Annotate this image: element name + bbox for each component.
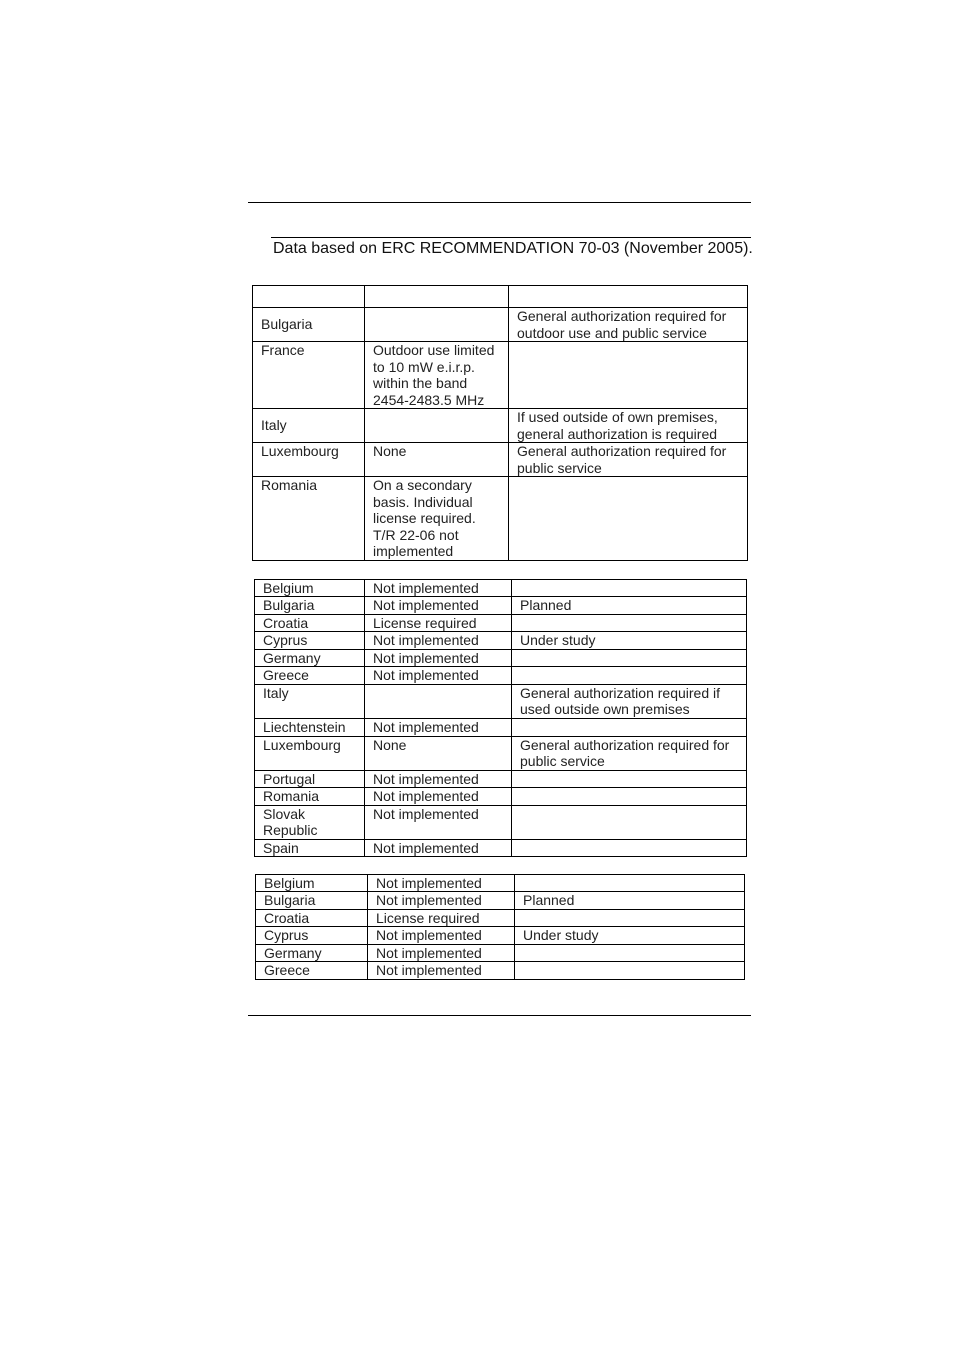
note-cell — [512, 580, 747, 597]
note-cell — [509, 477, 748, 561]
note-cell: General authorization required for outdoor use and public service — [509, 308, 748, 342]
country-cell: Luxembourg — [253, 443, 365, 477]
header-cell-note — [509, 286, 748, 308]
status-cell: Not implemented — [365, 771, 512, 788]
country-cell: Bulgaria — [253, 308, 365, 342]
country-cell: Germany — [255, 650, 365, 667]
table-row — [255, 840, 747, 857]
status-cell — [365, 685, 512, 719]
table-row — [253, 477, 748, 561]
country-cell: Cyprus — [255, 632, 365, 650]
note-cell: General authorization required if used outside own premises — [512, 685, 747, 719]
note-cell — [512, 806, 747, 840]
status-cell: Not implemented — [368, 875, 515, 892]
restriction-cell: None — [365, 443, 509, 477]
status-cell: Not implemented — [365, 580, 512, 597]
status-cell: Not implemented — [365, 840, 512, 857]
restriction-cell — [365, 308, 509, 342]
table-row — [256, 892, 745, 910]
country-cell: Germany — [256, 945, 368, 962]
table-row — [255, 632, 747, 650]
table-row — [255, 771, 747, 788]
note-cell: Planned — [515, 892, 745, 910]
table-row — [255, 580, 747, 597]
status-cell: Not implemented — [365, 719, 512, 737]
note-cell: General authorization required for public service — [512, 737, 747, 771]
note-cell — [512, 840, 747, 857]
intro-rule — [271, 237, 751, 238]
status-cell: Not implemented — [365, 667, 512, 685]
country-cell: Luxembourg — [255, 737, 365, 771]
header-cell-restriction — [365, 286, 509, 308]
country-cell: Spain — [255, 840, 365, 857]
country-cell: Belgium — [255, 580, 365, 597]
status-cell: Not implemented — [365, 632, 512, 650]
country-cell: Italy — [255, 685, 365, 719]
bottom-rule — [248, 1015, 751, 1016]
country-cell: Liechtenstein — [255, 719, 365, 737]
table-row — [255, 788, 747, 806]
restrictions-table — [252, 285, 748, 561]
note-cell: General authorization required for public service — [509, 443, 748, 477]
table-row — [253, 308, 748, 342]
header-cell-country — [253, 286, 365, 308]
restriction-cell: Outdoor use limited to 10 mW e.i.r.p. within the band 2454-2483.5 MHz — [365, 342, 509, 409]
status-cell: License required — [368, 910, 515, 927]
table-row — [256, 875, 745, 892]
note-cell — [515, 910, 745, 927]
table-row — [255, 667, 747, 685]
country-cell: Bulgaria — [256, 892, 368, 910]
country-cell: Greece — [256, 962, 368, 980]
table-row — [255, 615, 747, 632]
country-cell: Greece — [255, 667, 365, 685]
note-cell — [512, 719, 747, 737]
note-cell — [515, 945, 745, 962]
country-cell: Portugal — [255, 771, 365, 788]
status-cell: Not implemented — [365, 597, 512, 615]
country-cell: Slovak Republic — [255, 806, 365, 840]
table-row — [253, 342, 748, 409]
note-cell: Under study — [515, 927, 745, 945]
note-cell — [512, 771, 747, 788]
table-row — [255, 806, 747, 840]
table-row — [256, 927, 745, 945]
status-cell: Not implemented — [365, 650, 512, 667]
table-header-row — [253, 286, 748, 308]
status-cell: Not implemented — [368, 892, 515, 910]
country-cell: Bulgaria — [255, 597, 365, 615]
status-cell: Not implemented — [368, 962, 515, 980]
intro-text: Data based on ERC RECOMMENDATION 70-03 (November 2005). — [273, 240, 753, 257]
note-cell — [512, 667, 747, 685]
note-cell: If used outside of own premises, general authorization is required — [509, 409, 748, 443]
table-row — [253, 443, 748, 477]
table-row — [255, 650, 747, 667]
country-cell: Romania — [255, 788, 365, 806]
top-rule — [248, 202, 751, 203]
restriction-cell: On a secondary basis. Individual license required. T/R 22-06 not implemented — [365, 477, 509, 561]
country-cell: Cyprus — [256, 927, 368, 945]
table-row — [256, 910, 745, 927]
restriction-cell — [365, 409, 509, 443]
country-cell: Belgium — [256, 875, 368, 892]
note-cell — [512, 650, 747, 667]
note-cell: Planned — [512, 597, 747, 615]
status-cell: None — [365, 737, 512, 771]
note-cell — [515, 875, 745, 892]
note-cell — [515, 962, 745, 980]
table-row — [256, 962, 745, 980]
status-table — [254, 579, 747, 857]
status-cell: Not implemented — [368, 945, 515, 962]
table-row — [256, 945, 745, 962]
table-row — [255, 719, 747, 737]
table-row — [255, 737, 747, 771]
table-row — [255, 685, 747, 719]
table-row — [255, 597, 747, 615]
country-cell: Croatia — [256, 910, 368, 927]
note-cell — [512, 788, 747, 806]
note-cell: Under study — [512, 632, 747, 650]
table-row — [253, 409, 748, 443]
country-cell: France — [253, 342, 365, 409]
country-cell: Italy — [253, 409, 365, 443]
status-cell: License required — [365, 615, 512, 632]
status-table-secondary — [255, 874, 745, 980]
status-cell: Not implemented — [368, 927, 515, 945]
status-cell: Not implemented — [365, 806, 512, 840]
country-cell: Romania — [253, 477, 365, 561]
status-cell: Not implemented — [365, 788, 512, 806]
note-cell — [512, 615, 747, 632]
note-cell — [509, 342, 748, 409]
country-cell: Croatia — [255, 615, 365, 632]
